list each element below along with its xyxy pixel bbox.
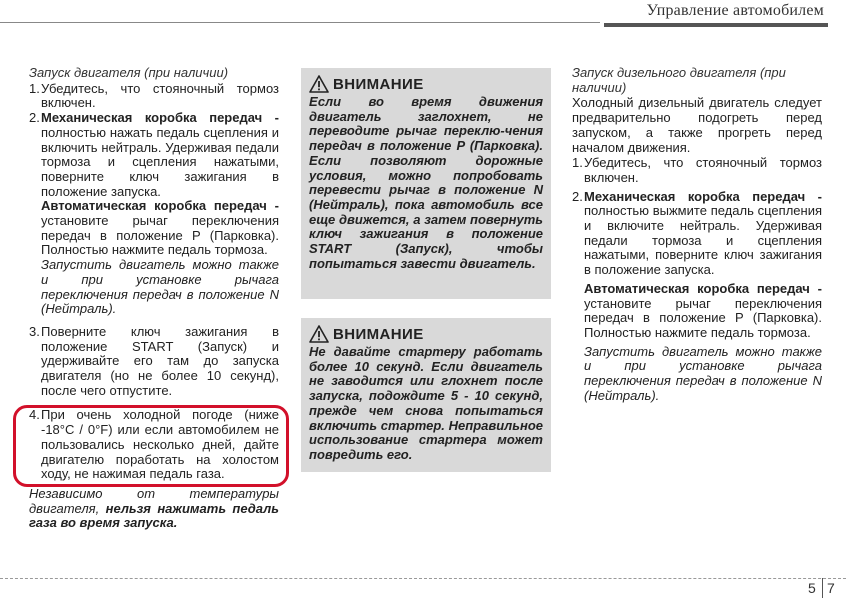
throttle-note-bold: нельзя нажимать педаль газа во время запуска. bbox=[29, 500, 279, 531]
left-section-title: Запуск двигателя (при наличии) bbox=[29, 65, 229, 80]
throttle-note bbox=[29, 487, 279, 531]
neutral-note: Запустить двигатель можно также и при установке рычага переключения передач в положение N (Нейтраль). bbox=[584, 343, 822, 403]
right-column bbox=[572, 66, 822, 403]
chapter-title: Управление автомобилем bbox=[646, 2, 824, 19]
item-number: 2. bbox=[572, 188, 583, 204]
auto-transmission-text: установите рычаг переключения передач в положение P (Парковка). Полностью нажмите педаль тормоза. bbox=[41, 213, 279, 258]
highlight-frame bbox=[13, 405, 289, 487]
warning-title: ВНИМАНИЕ bbox=[333, 75, 424, 93]
page-number: 7 bbox=[827, 580, 835, 596]
item-number: 3. bbox=[29, 323, 40, 339]
warning-text: Не давайте стартеру работать более 10 секунд. Если двигатель не заводится или глохнет после запуска, подождите 5 - 10 секунд, прежде чем снова попытаться включить стартер. Неправильное использование стартера может повредить его. bbox=[309, 344, 543, 462]
diesel-intro: Холодный дизельный двигатель следует предварительно подогреть перед запуском, а также прогреть перед началом движения. bbox=[572, 95, 822, 155]
item-text: Поверните ключ зажигания в положение START (Запуск) и удерживайте его там до запуска двигателя (но не более 10 секунд), после чего отпустите. bbox=[41, 323, 279, 398]
item-text: Убедитесь, что стояночный тормоз включен. bbox=[584, 155, 822, 185]
manual-transmission-text: полностью выжмите педаль сцепления и включите нейтраль. Удерживая педали тормоза и сцепления нажатыми, поверните ключ зажигания в положение запуска. bbox=[584, 203, 822, 278]
warning-title: ВНИМАНИЕ bbox=[333, 325, 424, 343]
auto-transmission-text: установите рычаг переключения передач в положение P (Парковка). Полностью нажмите педаль тормоза. bbox=[584, 295, 822, 340]
warning-triangle-icon bbox=[309, 75, 329, 93]
manual-transmission-text: полностью нажать педаль сцепления и включить нейтраль. Удерживая педали тормоза и сцепления нажатыми, поверните ключ зажигания в положение запуска. bbox=[41, 124, 279, 199]
list-item bbox=[572, 156, 822, 185]
header-rule bbox=[0, 22, 600, 23]
auto-transmission-block bbox=[29, 199, 279, 258]
list-item bbox=[29, 325, 279, 399]
list-item bbox=[572, 190, 822, 278]
manual-transmission-title: Механическая коробка передач - bbox=[41, 110, 279, 126]
warning-header bbox=[309, 324, 543, 344]
neutral-note: Запустить двигатель можно также и при установке рычага переключения передач в положение N (Нейтраль). bbox=[41, 257, 279, 317]
auto-transmission-title: Автоматическая коробка передач - bbox=[584, 280, 822, 296]
warning-text: Если во время движения двигатель заглохнет, не переводите рычаг переклю-чения передач в положение P (Парковка). Если позволяют дорожные условия, можно попробовать перевести рычаг в положение N (Нейтраль), пока автомобиль все еще движется, а затем повернуть ключ зажигания в положение START (Запуск), чтобы попытаться завести двигатель. bbox=[309, 94, 543, 271]
auto-transmission-block bbox=[572, 282, 822, 341]
list-item bbox=[29, 111, 279, 199]
section-number: 5 bbox=[808, 580, 816, 596]
page-number-separator bbox=[822, 578, 823, 598]
item-text: При очень холодной погоде (ниже -18°C / 0°F) или если автомобилем не пользовались несколько дней, дайте двигателю поработать на холостом ходу, не нажимая педаль газа. bbox=[41, 407, 279, 482]
item-number: 4. bbox=[29, 407, 40, 423]
footer-rule bbox=[0, 578, 846, 579]
manual-transmission-title: Механическая коробка передач - bbox=[584, 188, 822, 204]
item-text: Убедитесь, что стояночный тормоз включен. bbox=[41, 80, 279, 111]
warning-header bbox=[309, 74, 543, 94]
header bbox=[604, 0, 828, 27]
item-number: 1. bbox=[29, 80, 40, 96]
list-item bbox=[29, 82, 279, 111]
auto-transmission-title: Автоматическая коробка передач - bbox=[41, 198, 279, 214]
right-section-title: Запуск дизельного двигателя (при наличии) bbox=[572, 65, 786, 95]
item-number: 2. bbox=[29, 110, 40, 126]
warning-box-2 bbox=[301, 318, 551, 472]
item-number: 1. bbox=[572, 155, 583, 171]
throttle-note-prefix: Независимо от температуры двигателя, bbox=[29, 485, 279, 516]
warning-box-1 bbox=[301, 68, 551, 299]
warning-triangle-icon bbox=[309, 325, 329, 343]
